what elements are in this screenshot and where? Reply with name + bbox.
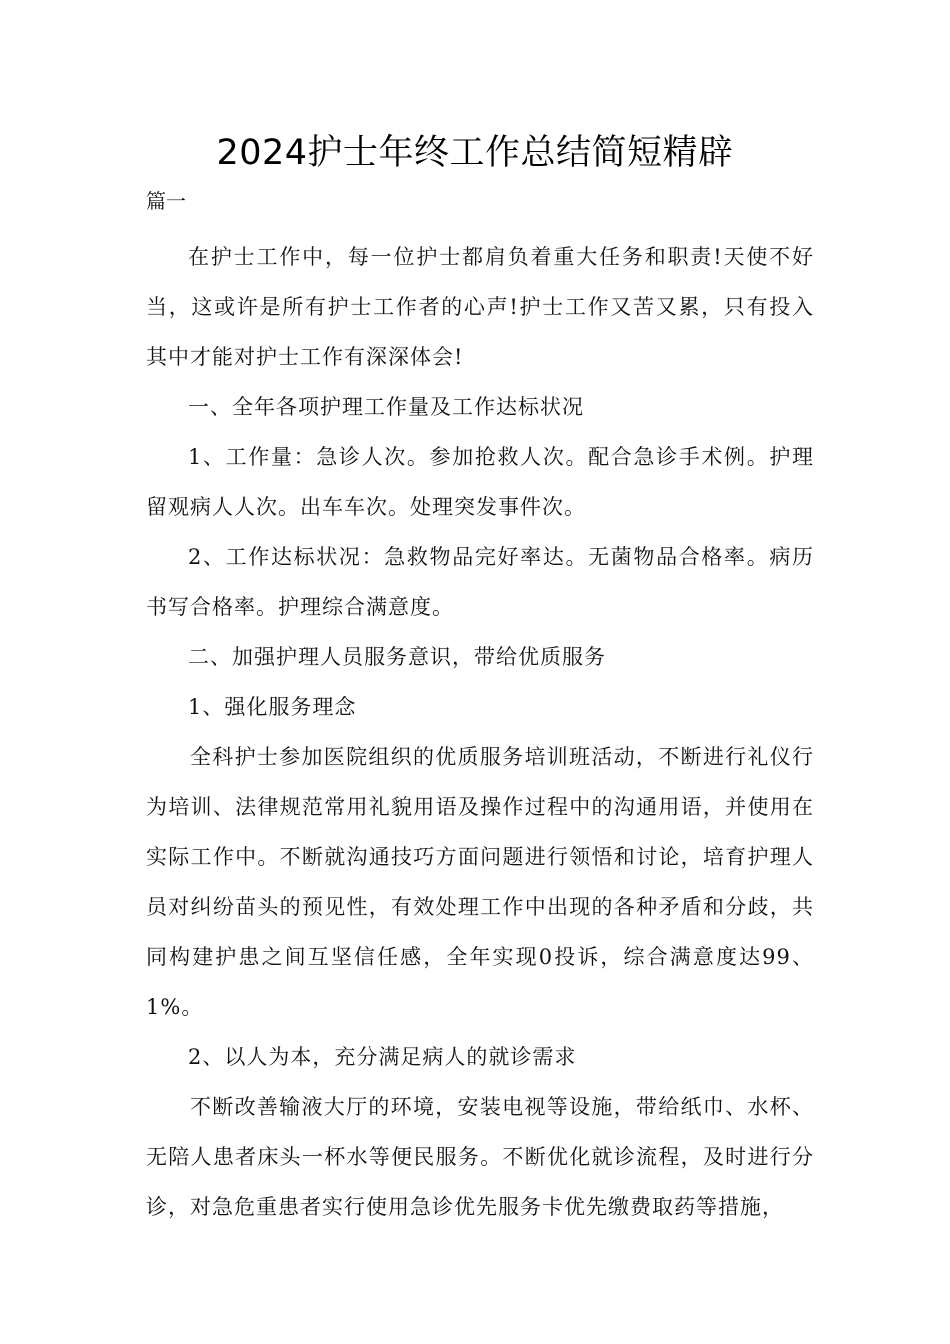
document-body [146,232,814,1232]
heading-workload-status: 一、全年各项护理工作量及工作达标状况 [188,395,584,419]
paragraph-service-training: 全科护士参加医院组织的优质服务培训班活动，不断进行礼仪行为培训、法律规范常用礼貌用语及操作过程中的沟通用语，并使用在实际工作中。不断就沟通技巧方面问题进行领悟和讨论，培育护理人员对纠纷苗头的预见性，有效处理工作中出现的各种矛盾和分歧，共同构建护患之间互坚信任感，全年实现0投诉，综合满意度达99、1%。 [146,745,814,1019]
paragraph-intro: 在护士工作中，每一位护士都肩负着重大任务和职责!天使不好当，这或许是所有护士工作者的心声!护士工作又苦又累，只有投入其中才能对护士工作有深深体会! [146,245,814,369]
paragraph-environment: 不断改善输液大厅的环境，安装电视等设施，带给纸巾、水杯、无陪人患者床头一杯水等便民服务。不断优化就诊流程，及时进行分诊，对急危重患者实行使用急诊优先服务卡优先缴费取药等措施， [146,1095,814,1219]
subheading-people-oriented: 2、以人为本，充分满足病人的就诊需求 [188,1045,577,1069]
paragraph-standards: 2、工作达标状况：急救物品完好率达。无菌物品合格率。病历书写合格率。护理综合满意度。 [146,545,814,619]
subheading-service-concept: 1、强化服务理念 [188,695,357,719]
paragraph-workload: 1、工作量：急诊人次。参加抢救人次。配合急诊手术例。护理留观病人人次。出车车次。处理突发事件次。 [146,445,814,519]
heading-service-awareness: 二、加强护理人员服务意识，带给优质服务 [188,645,606,669]
section-label: 篇一 [146,189,186,213]
page-title: 2024护士年终工作总结简短精辟 [216,133,734,173]
